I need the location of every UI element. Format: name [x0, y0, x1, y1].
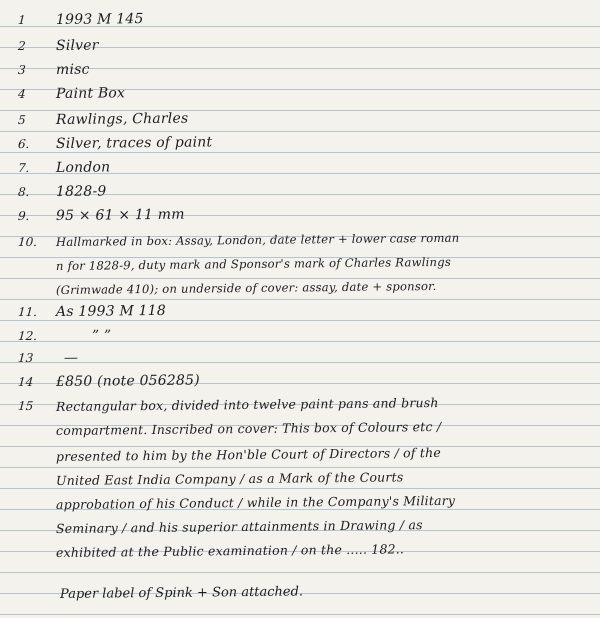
- line-text: Paint Box: [55, 85, 126, 102]
- entry-line-15f: [0, 518, 600, 539]
- entry-line-5: [0, 110, 600, 131]
- entry-line-9: [0, 206, 600, 227]
- entry-line-7: [0, 158, 600, 179]
- line-number: 14: [17, 375, 34, 389]
- line-text: presented to him by the Hon'ble Court of Directors / of the: [55, 444, 441, 464]
- line-text: compartment. Inscribed on cover: This box of Colours etc /: [55, 418, 442, 438]
- entry-line-3: [0, 60, 600, 81]
- line-text: As 1993 M 118: [55, 302, 167, 320]
- line-number: 8.: [17, 185, 30, 199]
- line-text: 1993 M 145: [55, 11, 144, 28]
- footer-note: Paper label of Spink + Son attached.: [59, 584, 304, 602]
- entry-line-4: [0, 84, 600, 105]
- line-text: Rawlings, Charles: [55, 110, 189, 128]
- entry-line-2: [0, 36, 600, 57]
- line-number: 13: [17, 351, 34, 365]
- footer-note-line: [0, 584, 600, 605]
- entry-line-15g: [0, 542, 600, 563]
- entry-line-13: [0, 348, 600, 369]
- entry-line-10c: [0, 280, 600, 301]
- entry-line-8: [0, 182, 600, 203]
- line-number: 5: [17, 113, 27, 127]
- line-number: 10.: [17, 235, 38, 249]
- entry-line-15d: [0, 470, 600, 491]
- line-number: 9.: [17, 209, 30, 223]
- line-number: 4: [17, 87, 27, 101]
- entry-line-6: [0, 134, 600, 155]
- entry-line-15: [0, 396, 600, 417]
- line-text: Silver, traces of paint: [55, 134, 213, 152]
- line-text: United East India Company / as a Mark of the Courts: [55, 469, 404, 488]
- line-text: n for 1828-9, duty mark and Sponsor's mark of Charles Rawlings: [55, 254, 451, 273]
- line-text: Silver: [55, 37, 99, 54]
- line-text: 1828-9: [55, 183, 107, 200]
- line-text: £850 (note 056285): [55, 372, 200, 390]
- entry-line-15c: [0, 446, 600, 467]
- line-number: 11.: [17, 305, 38, 319]
- entry-line-12: [0, 326, 600, 347]
- entry-line-11: [0, 302, 600, 323]
- line-text: approbation of his Conduct / while in the Company's Military: [55, 492, 456, 512]
- entry-line-1: [0, 10, 600, 31]
- line-text: London: [55, 159, 111, 176]
- line-text: Rectangular box, divided into twelve paint pans and brush: [55, 394, 439, 414]
- entry-line-10: [0, 232, 600, 253]
- entry-line-15e: [0, 494, 600, 515]
- line-text: (Grimwade 410); on underside of cover: assay, date + sponsor.: [55, 279, 437, 297]
- line-text: exhibited at the Public examination / on the ..... 182..: [55, 541, 405, 560]
- line-number: 12.: [17, 329, 38, 343]
- line-number: 2: [17, 39, 27, 53]
- line-text: Hallmarked in box: Assay, London, date letter + lower case roman: [55, 230, 460, 249]
- entry-line-14: [0, 372, 600, 393]
- line-number: 6.: [17, 137, 30, 151]
- line-text: —: [63, 349, 79, 366]
- entry-line-15b: [0, 420, 600, 441]
- line-number: 3: [17, 63, 27, 77]
- line-text: misc: [55, 61, 90, 78]
- entry-line-10b: [0, 256, 600, 277]
- line-number: 1: [17, 13, 27, 27]
- line-number: 7.: [17, 161, 30, 175]
- line-text: Seminary / and his superior attainments in Drawing / as: [55, 517, 423, 536]
- line-text: ” ”: [91, 327, 112, 344]
- line-number: 15: [17, 399, 34, 413]
- line-text: 95 × 61 × 11 mm: [55, 206, 185, 224]
